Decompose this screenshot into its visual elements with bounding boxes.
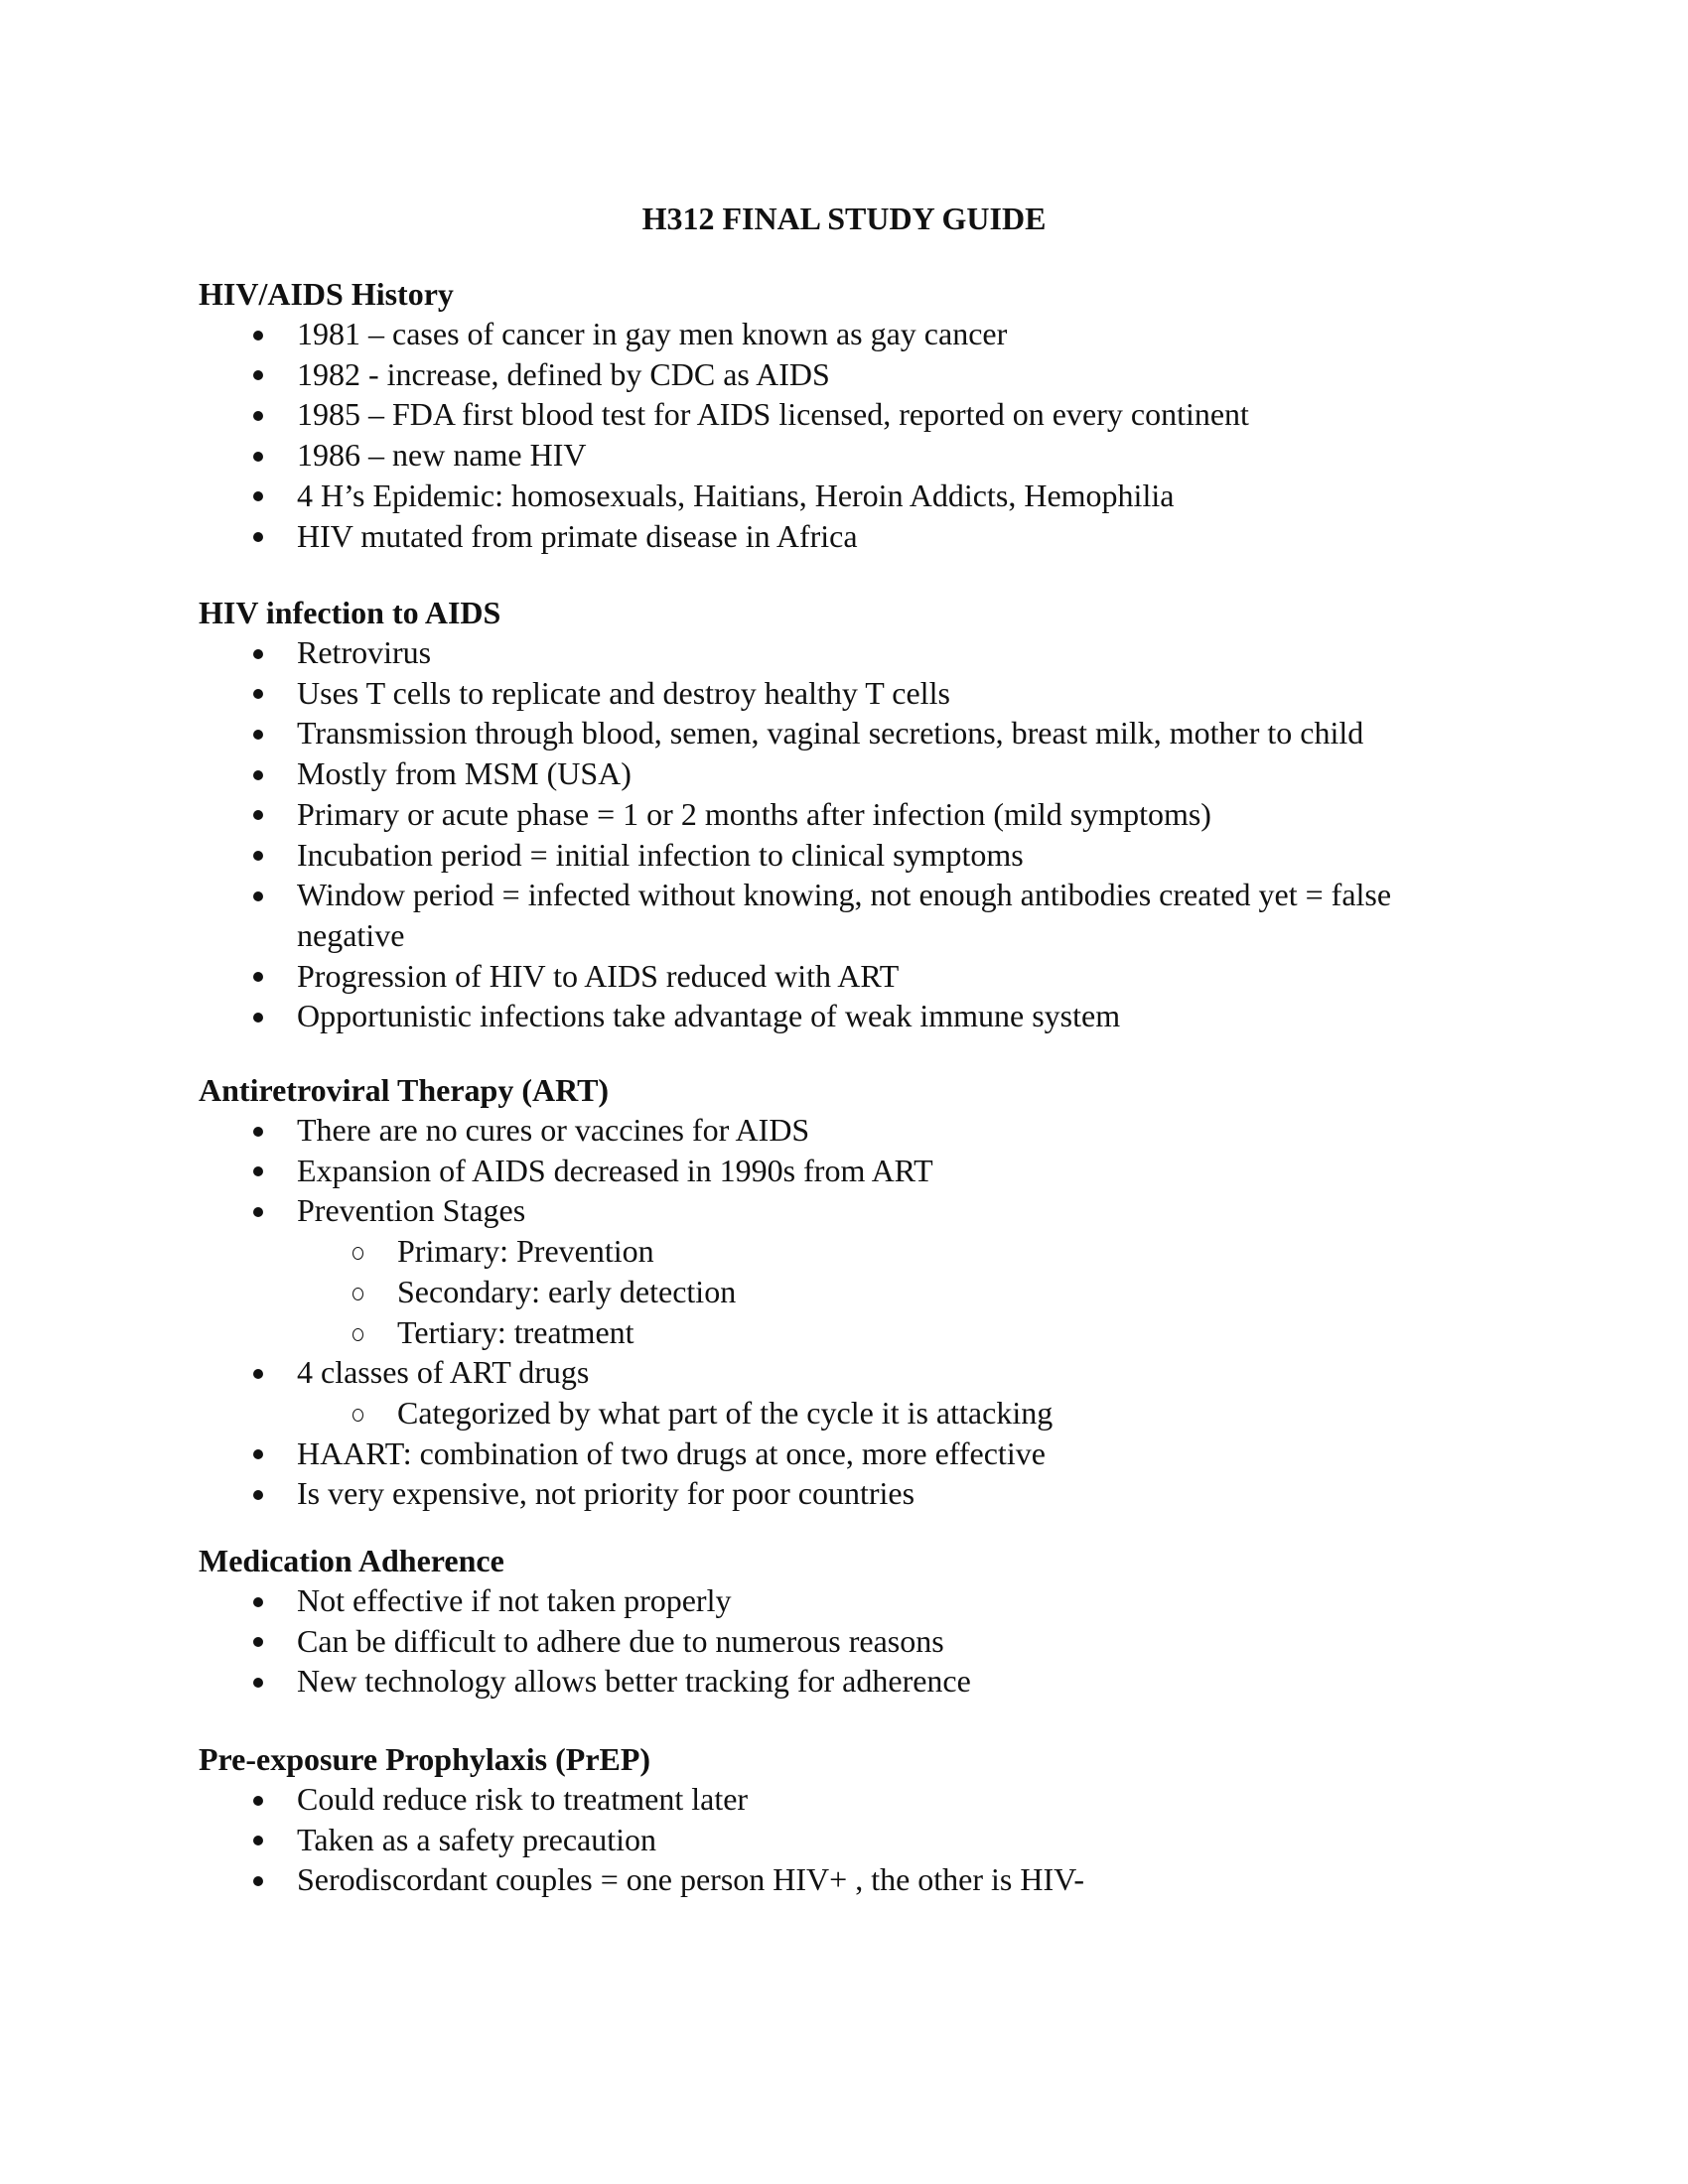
list-item <box>199 1473 1489 1514</box>
list-item-text: 4 classes of ART drugs <box>297 1354 590 1391</box>
list-item-text: Window period = infected without knowing, not enough antibodies created yet = false negative <box>297 877 1392 953</box>
sub-list-item <box>199 1312 1489 1353</box>
bullet-list <box>199 1110 1489 1514</box>
sub-list-item <box>199 1231 1489 1272</box>
list-item <box>199 1859 1489 1900</box>
bullet-icon <box>248 1661 268 1702</box>
bullet-icon <box>248 1110 268 1151</box>
list-item-text: HIV mutated from primate disease in Africa <box>297 517 858 554</box>
document-title: H312 FINAL STUDY GUIDE <box>641 201 1047 236</box>
sub-bullet-list <box>199 1231 1489 1352</box>
list-item <box>199 1433 1489 1474</box>
bullet-list <box>199 1580 1489 1702</box>
list-item-text: Serodiscordant couples = one person HIV+ , the other is HIV- <box>297 1861 1084 1898</box>
hollow-bullet-icon <box>348 1272 367 1312</box>
bullet-icon <box>248 1779 268 1820</box>
list-item-text: Incubation period = initial infection to clinical symptoms <box>297 836 1024 873</box>
bullet-icon <box>248 632 268 673</box>
list-item-text: Could reduce risk to treatment later <box>297 1781 749 1817</box>
list-item-text: Can be difficult to adhere due to numerous reasons <box>297 1622 944 1659</box>
list-item-text: 1985 – FDA first blood test for AIDS licensed, reported on every continent <box>297 396 1249 433</box>
bullet-list <box>199 1779 1489 1900</box>
list-item-text: Expansion of AIDS decreased in 1990s from ART <box>297 1152 933 1188</box>
list-item <box>199 1190 1489 1352</box>
list-item-text: 4 H’s Epidemic: homosexuals, Haitians, Heroin Addicts, Hemophilia <box>297 477 1175 513</box>
list-item <box>199 1580 1489 1621</box>
list-item-text: Opportunistic infections take advantage of weak immune system <box>297 998 1121 1034</box>
list-item <box>199 956 1489 997</box>
bullet-icon <box>248 1621 268 1662</box>
hollow-bullet-icon <box>348 1312 367 1353</box>
bullet-icon <box>248 794 268 835</box>
list-item <box>199 435 1489 476</box>
list-item <box>199 794 1489 835</box>
list-item-text: Progression of HIV to AIDS reduced with ART <box>297 957 900 994</box>
list-item-text: Taken as a safety precaution <box>297 1821 657 1857</box>
list-item <box>199 314 1489 354</box>
list-item-text: Retrovirus <box>297 634 432 670</box>
list-item-text: Primary or acute phase = 1 or 2 months after infection (mild symptoms) <box>297 795 1211 832</box>
list-item <box>199 1352 1489 1433</box>
bullet-icon <box>248 713 268 753</box>
sub-list-item-text: Secondary: early detection <box>397 1273 737 1309</box>
list-item-text: Mostly from MSM (USA) <box>297 755 632 792</box>
section-medication-adherence <box>199 1541 1489 1702</box>
bullet-icon <box>248 1190 268 1231</box>
list-item-text: HAART: combination of two drugs at once, more effective <box>297 1434 1046 1471</box>
list-item-text: 1986 – new name HIV <box>297 437 587 474</box>
bullet-icon <box>248 394 268 435</box>
list-item <box>199 673 1489 714</box>
list-item <box>199 1151 1489 1191</box>
bullet-icon <box>248 996 268 1036</box>
section-heading: HIV infection to AIDS <box>199 595 501 630</box>
sub-list-item-text: Tertiary: treatment <box>397 1313 634 1350</box>
section-heading: Medication Adherence <box>199 1543 504 1578</box>
bullet-icon <box>248 1151 268 1191</box>
list-item-text: Not effective if not taken properly <box>297 1582 732 1618</box>
section-heading: HIV/AIDS History <box>199 276 454 312</box>
list-item <box>199 476 1489 516</box>
section-hiv-infection-to-aids <box>199 593 1489 1036</box>
list-item-text: Is very expensive, not priority for poor countries <box>297 1475 915 1512</box>
sub-bullet-list <box>199 1393 1489 1433</box>
hollow-bullet-icon <box>348 1393 367 1433</box>
list-item <box>199 1779 1489 1820</box>
bullet-icon <box>248 1859 268 1900</box>
bullet-icon <box>248 956 268 997</box>
list-item-text: 1982 - increase, defined by CDC as AIDS <box>297 355 830 392</box>
list-item <box>199 835 1489 876</box>
bullet-icon <box>248 1580 268 1621</box>
list-item <box>199 996 1489 1036</box>
section-antiretroviral-therapy <box>199 1070 1489 1514</box>
list-item <box>199 1110 1489 1151</box>
bullet-icon <box>248 354 268 395</box>
list-item <box>199 516 1489 557</box>
bullet-icon <box>248 875 268 915</box>
bullet-icon <box>248 1433 268 1474</box>
sub-list-item <box>199 1272 1489 1312</box>
list-item <box>199 354 1489 395</box>
sub-list-item-text: Primary: Prevention <box>397 1233 654 1270</box>
list-item-text: Uses T cells to replicate and destroy healthy T cells <box>297 674 950 711</box>
sub-list-item-text: Categorized by what part of the cycle it is attacking <box>397 1394 1054 1431</box>
list-item-text: New technology allows better tracking for adherence <box>297 1663 971 1700</box>
list-item-text: There are no cures or vaccines for AIDS <box>297 1112 810 1148</box>
section-pre-exposure-prophylaxis <box>199 1739 1489 1900</box>
hollow-bullet-icon <box>348 1231 367 1272</box>
bullet-icon <box>248 835 268 876</box>
list-item-text: Transmission through blood, semen, vaginal secretions, breast milk, mother to child <box>297 715 1364 751</box>
list-item <box>199 875 1439 955</box>
bullet-list <box>199 632 1489 1036</box>
bullet-icon <box>248 314 268 354</box>
section-hiv-aids-history <box>199 274 1489 556</box>
section-heading: Pre-exposure Prophylaxis (PrEP) <box>199 1741 651 1777</box>
bullet-list <box>199 314 1489 556</box>
list-item <box>199 753 1489 794</box>
bullet-icon <box>248 673 268 714</box>
bullet-icon <box>248 1820 268 1860</box>
list-item <box>199 1820 1489 1860</box>
list-item-text: Prevention Stages <box>297 1192 526 1229</box>
bullet-icon <box>248 753 268 794</box>
list-item-text: 1981 – cases of cancer in gay men known as gay cancer <box>297 316 1008 351</box>
section-heading: Antiretroviral Therapy (ART) <box>199 1072 610 1108</box>
list-item <box>199 1621 1489 1662</box>
bullet-icon <box>248 516 268 557</box>
list-item <box>199 713 1489 753</box>
list-item <box>199 632 1489 673</box>
sub-list-item <box>199 1393 1489 1433</box>
bullet-icon <box>248 1473 268 1514</box>
bullet-icon <box>248 1352 268 1393</box>
list-item <box>199 1661 1489 1702</box>
bullet-icon <box>248 476 268 516</box>
bullet-icon <box>248 435 268 476</box>
list-item <box>199 394 1489 435</box>
